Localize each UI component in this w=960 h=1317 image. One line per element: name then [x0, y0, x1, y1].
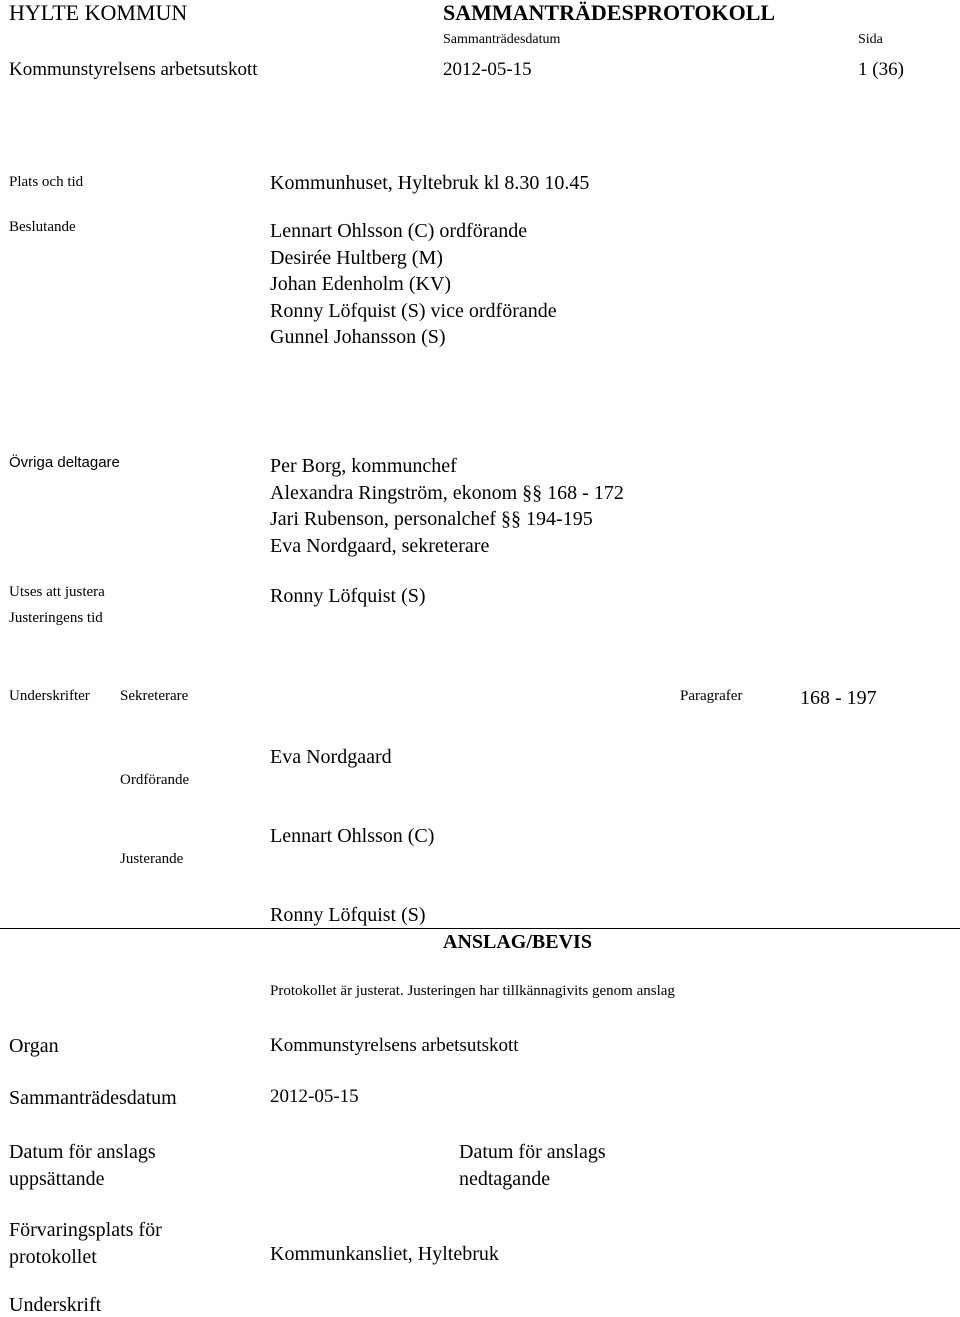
signature-label: Underskrift — [9, 1294, 102, 1316]
header-page-label: Sida — [858, 32, 883, 47]
organ-value: Kommunstyrelsens arbetsutskott — [270, 1035, 519, 1056]
header-body: Kommunstyrelsens arbetsutskott — [9, 59, 258, 80]
chair-label: Ordförande — [120, 772, 190, 788]
deciding-label: Beslutande — [9, 219, 76, 235]
adjust-time-label: Justeringens tid — [9, 610, 103, 626]
storage-value: Kommunkansliet, Hyltebruk — [270, 1243, 499, 1265]
signatures-label: Underskrifter — [9, 688, 90, 704]
organ-label: Organ — [9, 1035, 59, 1057]
meeting-date-label: Sammanträdesdatum — [9, 1087, 177, 1109]
notice-title: ANSLAG/BEVIS — [443, 931, 592, 953]
removed-label-line: nedtagande — [459, 1167, 551, 1190]
member-item: Gunnel Johansson (S) — [270, 326, 446, 348]
secretary-label: Sekreterare — [120, 688, 189, 704]
adjuster-label: Justerande — [120, 851, 184, 867]
notice-text: Protokollet är justerat. Justeringen har tillkännagivits genom anslag — [270, 983, 675, 999]
participant-item: Per Borg, kommunchef — [270, 455, 457, 477]
member-item: Johan Edenholm (KV) — [270, 273, 452, 295]
posted-label-line: Datum för anslags — [9, 1141, 156, 1163]
place-time-label: Plats och tid — [9, 174, 84, 190]
place-time-value: Kommunhuset, Hyltebruk kl 8.30 10.45 — [270, 172, 590, 194]
section-divider — [0, 928, 960, 929]
posted-label — [9, 1139, 156, 1192]
chair-name: Lennart Ohlsson (C) — [270, 825, 435, 847]
meeting-date-value: 2012-05-15 — [270, 1086, 359, 1107]
participant-item: Eva Nordgaard, sekreterare — [270, 534, 490, 557]
participant-item: Jari Rubenson, personalchef §§ 194-195 — [270, 508, 593, 530]
paragraphs-label: Paragrafer — [680, 688, 743, 704]
secretary-name: Eva Nordgaard — [270, 746, 392, 768]
adjuster-name: Ronny Löfquist (S) — [270, 904, 426, 926]
header-date: 2012-05-15 — [443, 59, 532, 80]
municipality-name: HYLTE KOMMUN — [9, 0, 188, 25]
document-type: SAMMANTRÄDESPROTOKOLL — [443, 0, 776, 25]
posted-label-line: uppsättande — [9, 1167, 105, 1190]
others-members — [270, 453, 624, 559]
adjust-value: Ronny Löfquist (S) — [270, 585, 426, 607]
paragraphs-value: 168 - 197 — [800, 687, 877, 709]
storage-label-line: Förvaringsplats för — [9, 1219, 162, 1241]
header-date-label: Sammanträdesdatum — [443, 32, 561, 47]
removed-label-line: Datum för anslags — [459, 1141, 606, 1163]
member-item: Lennart Ohlsson (C) ordförande — [270, 220, 528, 242]
deciding-members — [270, 218, 557, 351]
participant-item: Alexandra Ringström, ekonom §§ 168 - 172 — [270, 481, 624, 504]
others-label: Övriga deltagare — [9, 454, 120, 471]
member-item: Desirée Hultberg (M) — [270, 246, 443, 269]
header-page: 1 (36) — [858, 59, 904, 80]
member-item: Ronny Löfquist (S) vice ordförande — [270, 299, 557, 322]
storage-label-line: protokollet — [9, 1245, 97, 1268]
adjust-label: Utses att justera — [9, 584, 105, 600]
removed-label — [459, 1139, 606, 1192]
storage-label — [9, 1217, 162, 1270]
